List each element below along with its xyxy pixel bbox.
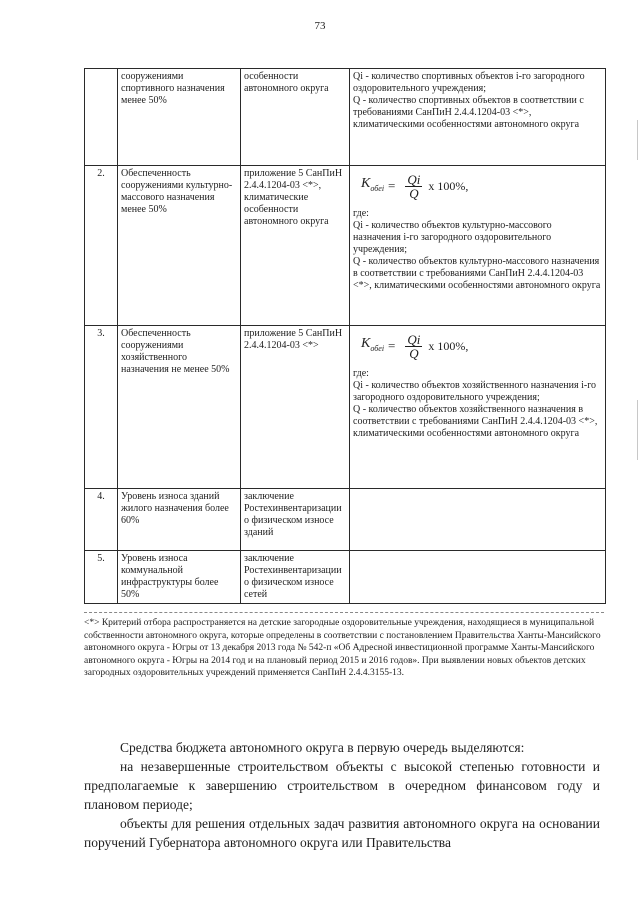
calculation-line: Q - количество объектов культурно-массового назначения в соответствии с требованиями СанПиН 2.4.4.1204-03 <*>, климатическими особенностями автономного округа xyxy=(353,256,601,291)
formula-equals: = xyxy=(388,178,396,193)
table-row xyxy=(85,69,606,166)
row-number xyxy=(85,69,118,166)
table-row xyxy=(85,489,606,551)
calculation-line: Qi - количество объектов культурно-массового назначения i-го загородного оздоровительного учреждения; xyxy=(353,220,552,255)
calculation-method xyxy=(350,551,606,604)
calculation-line: где: xyxy=(353,368,369,379)
page-number: 73 xyxy=(314,20,326,32)
table-row xyxy=(85,326,606,489)
criterion-source: заключение Ростехинвентаризации о физическом износе зданий xyxy=(241,489,350,551)
row-number: 2. xyxy=(85,166,118,326)
calculation-method xyxy=(350,69,606,166)
formula-k-symbol: K xyxy=(361,175,371,191)
criterion-name: Уровень износа зданий жилого назначения более 60% xyxy=(118,489,241,551)
formula-fraction xyxy=(405,333,422,360)
scan-edge-mark xyxy=(637,120,638,160)
footnote: <*> Критерий отбора распространяется на детские загородные оздоровительные учреждения, находящиеся в муниципальной собственности автономного округа, которые определены в соответствии с постановлением Правительства Ханты-Мансийского автономного округа - Югры от 13 декабря 2013 года № 542-п «Об Адресной инвестиционной программе Ханты-Мансийского автономного округа - Югры на 2014 год и на плановый период 2015 и 2016 годов». При выявлении новых объектов детских загородных оздоровительных учреждений применяется СанПиН 2.4.4.3155-13. xyxy=(84,612,604,680)
criterion-source: особенности автономного округа xyxy=(241,69,350,166)
calculation-line: Qi - количество спортивных объектов i-го загородного оздоровительного учреждения; xyxy=(353,71,585,94)
criteria-table xyxy=(84,68,606,604)
body-text xyxy=(84,738,600,852)
formula xyxy=(361,332,602,360)
formula-k xyxy=(361,175,385,195)
formula-fraction xyxy=(405,173,422,200)
criterion-source: приложение 5 СанПиН 2.4.4.1204-03 <*> xyxy=(241,326,350,489)
calculation-method xyxy=(350,489,606,551)
formula-equals: = xyxy=(388,338,396,353)
criterion-name: Уровень износа коммунальной инфраструктуры более 50% xyxy=(118,551,241,604)
criterion-source: заключение Ростехинвентаризации о физическом износе сетей xyxy=(241,551,350,604)
row-number: 4. xyxy=(85,489,118,551)
row-number: 3. xyxy=(85,326,118,489)
calculation-method xyxy=(350,326,606,489)
row-number: 5. xyxy=(85,551,118,604)
scan-edge-mark xyxy=(637,400,638,460)
formula-denominator: Q xyxy=(409,345,419,361)
formula-k-subscript: обеi xyxy=(370,343,385,353)
formula-k xyxy=(361,335,385,355)
criterion-source: приложение 5 СанПиН 2.4.4.1204-03 <*>, климатические особенности автономного округа xyxy=(241,166,350,326)
calculation-line: Q - количество спортивных объектов в соответствии с требованиями СанПиН 2.4.4.1204-03 <*>, климатическими особенностями автономного округа xyxy=(353,95,584,130)
formula-numerator: Qi xyxy=(407,171,421,187)
criterion-name: Обеспеченность сооружениями хозяйственного назначения не менее 50% xyxy=(118,326,241,489)
formula-k-subscript: обеi xyxy=(370,183,385,193)
table-row xyxy=(85,551,606,604)
calculation-line: Q - количество объектов хозяйственного назначения в соответствии с требованиями СанПиН 2.4.4.1204-03 <*>, климатическими особенностями автономного округа xyxy=(353,404,598,439)
calculation-line: где: xyxy=(353,208,369,219)
criterion-name: Обеспеченность сооружениями культурно-массового назначения менее 50% xyxy=(118,166,241,326)
formula-denominator: Q xyxy=(409,185,419,201)
formula xyxy=(361,172,602,200)
calculation-line: Qi - количество объектов хозяйственного назначения i-го загородного оздоровительного учреждения; xyxy=(353,380,597,403)
formula-multiplier: x 100%, xyxy=(428,179,469,193)
formula-k-symbol: K xyxy=(361,335,371,351)
body-paragraph-1: Средства бюджета автономного округа в первую очередь выделяются: xyxy=(120,740,525,755)
calculation-method xyxy=(350,166,606,326)
criterion-name: сооружениями спортивного назначения менее 50% xyxy=(118,69,241,166)
formula-numerator: Qi xyxy=(407,331,421,347)
table-row xyxy=(85,166,606,326)
body-paragraph-3: объекты для решения отдельных задач развития автономного округа на основании поручений Губернатора автономного округа или Правительства xyxy=(84,816,600,850)
body-paragraph-2: на незавершенные строительством объекты с высокой степенью готовности и предполагаемые к завершению строительством в очередном финансовом году и плановом периоде; xyxy=(84,759,600,812)
formula-multiplier: x 100%, xyxy=(428,339,469,353)
